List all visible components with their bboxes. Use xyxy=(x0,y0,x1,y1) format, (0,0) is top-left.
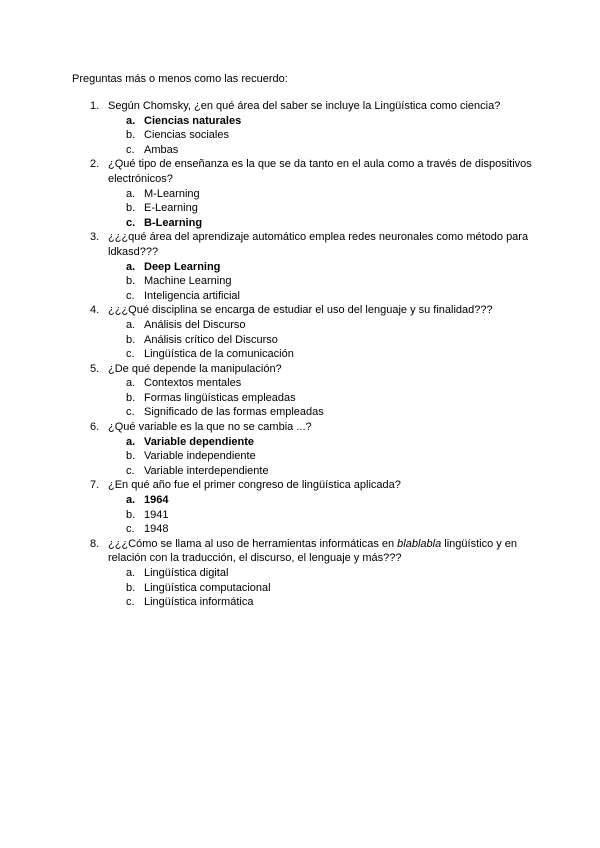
option-text: Inteligencia artificial xyxy=(144,289,240,302)
option-list xyxy=(108,187,532,231)
option-b xyxy=(108,333,532,348)
question-number: 6. xyxy=(90,421,100,434)
question-text-part: ¿¿¿Cómo se llama al uso de herramientas informáticas en xyxy=(108,537,398,550)
option-list xyxy=(108,260,532,304)
option-text: B-Learning xyxy=(144,216,203,229)
option-text: Variable dependiente xyxy=(144,435,255,448)
option-text: Deep Learning xyxy=(144,260,221,273)
option-a xyxy=(108,260,532,275)
option-text: Lingüística computacional xyxy=(144,581,271,594)
option-letter: c. xyxy=(126,523,135,536)
question-text: ¿En qué año fue el primer congreso de lingüística aplicada? xyxy=(108,479,401,492)
option-letter: c. xyxy=(126,216,136,229)
option-b xyxy=(108,128,532,143)
question-number: 1. xyxy=(90,100,100,112)
question-3 xyxy=(72,230,532,303)
question-text: ¿¿¿qué área del aprendizaje automático emplea redes neuronales como método para ldkasd??? xyxy=(108,231,529,258)
option-text: Ciencias naturales xyxy=(144,114,242,127)
option-letter: a. xyxy=(126,187,136,200)
option-text: Análisis del Discurso xyxy=(144,318,246,331)
question-text: ¿Qué tipo de enseñanza es la que se da tanto en el aula como a través de dispositivos electrónicos? xyxy=(108,158,532,185)
option-text: Variable interdependiente xyxy=(144,464,269,477)
option-list xyxy=(108,318,532,362)
question-list xyxy=(72,99,532,610)
option-list xyxy=(108,114,532,158)
option-letter: a. xyxy=(126,567,136,579)
question-text-italic: blablabla xyxy=(397,537,442,550)
option-text: Análisis crítico del Discurso xyxy=(144,333,278,346)
option-c xyxy=(108,522,532,537)
option-a xyxy=(108,318,532,333)
option-letter: a. xyxy=(126,435,136,448)
option-c xyxy=(108,143,532,158)
option-c xyxy=(108,405,532,420)
option-letter: a. xyxy=(126,114,136,127)
question-7 xyxy=(72,478,532,536)
option-text: E-Learning xyxy=(144,202,198,215)
option-text: Machine Learning xyxy=(144,275,232,288)
question-1 xyxy=(72,99,532,157)
option-a xyxy=(108,187,532,202)
option-letter: b. xyxy=(126,202,136,215)
option-b xyxy=(108,274,532,289)
option-b xyxy=(108,449,532,464)
option-text: Lingüística digital xyxy=(144,567,229,579)
option-list xyxy=(108,435,532,479)
option-list xyxy=(108,493,532,537)
option-text: Formas lingüísticas empleadas xyxy=(144,391,296,404)
intro-text: Preguntas más o menos como las recuerdo: xyxy=(72,73,288,85)
option-list xyxy=(108,566,532,610)
option-text: Significado de las formas empleadas xyxy=(144,406,324,419)
option-letter: b. xyxy=(126,275,136,288)
option-a xyxy=(108,376,532,391)
option-a xyxy=(108,114,532,129)
option-text: Contextos mentales xyxy=(144,377,242,390)
option-text: 1964 xyxy=(144,494,169,507)
option-letter: b. xyxy=(126,391,136,404)
option-letter: b. xyxy=(126,450,136,463)
option-letter: a. xyxy=(126,494,136,507)
question-text: ¿¿¿Qué disciplina se encarga de estudiar el uso del lenguaje y su finalidad??? xyxy=(108,304,493,317)
option-c xyxy=(108,216,532,231)
question-6 xyxy=(72,420,532,478)
question-4 xyxy=(72,303,532,361)
question-5 xyxy=(72,362,532,420)
option-letter: a. xyxy=(126,318,136,331)
option-text: Lingüística de la comunicación xyxy=(144,348,294,361)
option-a xyxy=(108,435,532,450)
question-2 xyxy=(72,157,532,230)
option-text: Variable independiente xyxy=(144,450,256,463)
question-text: ¿De qué depende la manipulación? xyxy=(108,362,282,375)
option-b xyxy=(108,201,532,216)
option-c xyxy=(108,347,532,362)
question-number: 7. xyxy=(90,479,100,492)
option-a xyxy=(108,566,532,581)
option-text: 1948 xyxy=(144,523,169,536)
question-number: 5. xyxy=(90,362,100,375)
option-c xyxy=(108,464,532,479)
question-number: 8. xyxy=(90,537,100,550)
option-text: Lingüística informática xyxy=(144,596,254,609)
option-letter: c. xyxy=(126,596,135,609)
option-text: Ambas xyxy=(144,143,179,156)
option-text: M-Learning xyxy=(144,187,200,200)
option-text: Ciencias sociales xyxy=(144,129,229,142)
option-letter: b. xyxy=(126,508,136,521)
question-text xyxy=(108,537,532,566)
question-8 xyxy=(72,537,532,610)
option-b xyxy=(108,391,532,406)
option-c xyxy=(108,289,532,304)
option-c xyxy=(108,595,532,610)
option-text: 1941 xyxy=(144,508,169,521)
option-letter: c. xyxy=(126,464,135,477)
question-text-part: lingüístico y en relación con la traducción, el discurso, el lenguaje y más??? xyxy=(108,537,518,565)
option-letter: c. xyxy=(126,143,135,156)
question-text: Según Chomsky, ¿en qué área del saber se incluye la Lingüística como ciencia? xyxy=(108,100,501,112)
question-number: 3. xyxy=(90,231,100,244)
option-letter: a. xyxy=(126,377,136,390)
question-number: 2. xyxy=(90,158,100,171)
option-letter: c. xyxy=(126,406,135,419)
option-b xyxy=(108,581,532,596)
option-list xyxy=(108,376,532,420)
option-letter: c. xyxy=(126,348,135,361)
question-number: 4. xyxy=(90,304,100,317)
question-text: ¿Qué variable es la que no se cambia ...? xyxy=(108,421,312,434)
option-letter: b. xyxy=(126,581,136,594)
option-b xyxy=(108,508,532,523)
option-letter: c. xyxy=(126,289,135,302)
option-letter: b. xyxy=(126,129,136,142)
option-a xyxy=(108,493,532,508)
option-letter: b. xyxy=(126,333,136,346)
option-letter: a. xyxy=(126,260,136,273)
